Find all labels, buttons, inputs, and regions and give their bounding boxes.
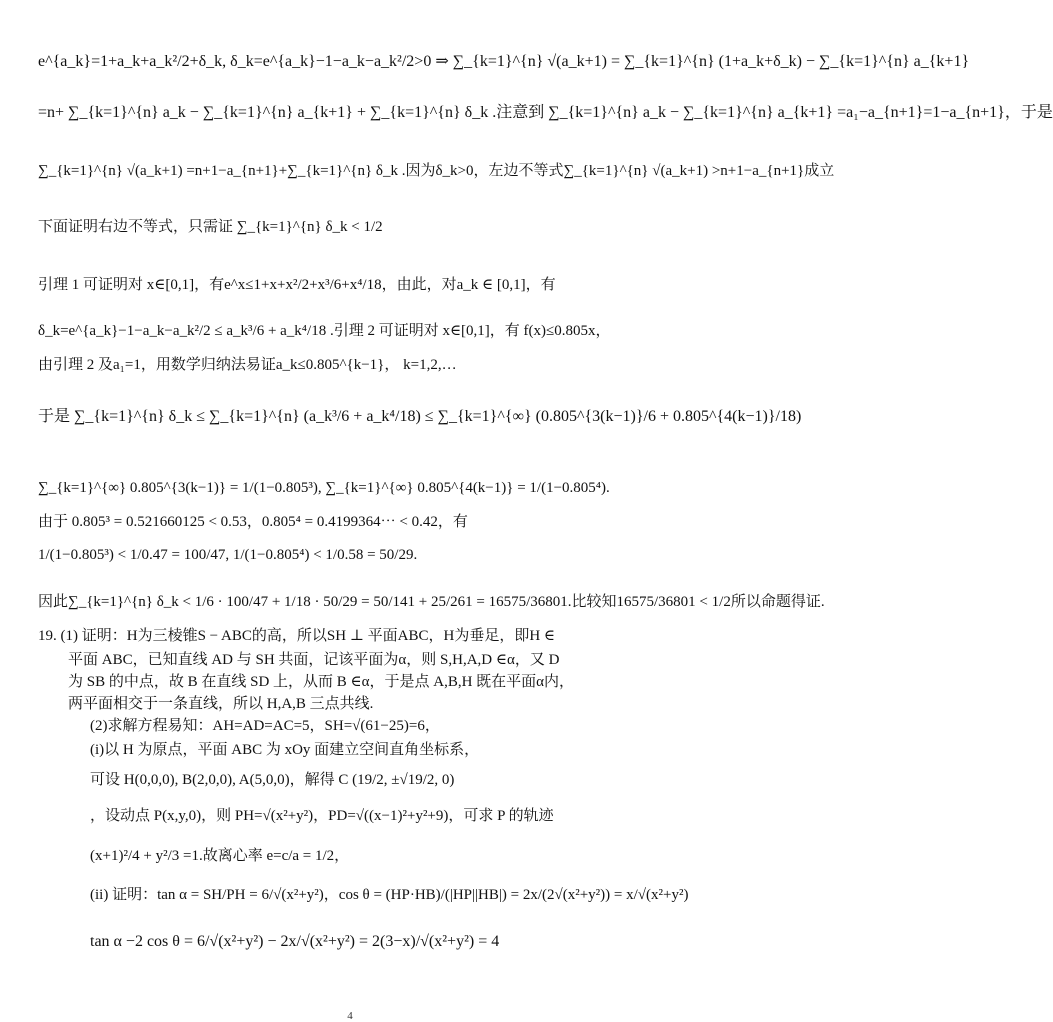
problem-19-line-2: 平面 ABC，已知直线 AD 与 SH 共面，记该平面为α，则 S,H,A,D ∈α，又 D: [68, 652, 560, 668]
text-line-3: ∑_{k=1}^{n} √(a_k+1) =n+1−a_{n+1}+∑_{k=1}^{n} δ_k .因为δ_k>0，左边不等式∑_{k=1}^{n} √(a_k+1) >n+1−a_{n+1}成立: [38, 163, 835, 179]
problem-19-line-4: 两平面相交于一条直线，所以 H,A,B 三点共线.: [68, 696, 374, 712]
text-line-5: 引理 1 可证明对 x∈[0,1]，有e^x≤1+x+x²/2+x³/6+x⁴/18，由此，对a_k ∈ [0,1]，有: [38, 277, 556, 293]
eq-line-2: =n+ ∑_{k=1}^{n} a_k − ∑_{k=1}^{n} a_{k+1} + ∑_{k=1}^{n} δ_k .注意到 ∑_{k=1}^{n} a_k − ∑_{k=1}^{n} a_{k+1} =a₁−a_{n+1}=1−a_{n+1}，于是: [38, 104, 1053, 121]
text-line-10: 由于 0.805³ = 0.521660125 < 0.53，0.805⁴ = 0.4199364⋯ < 0.42，有: [38, 514, 468, 530]
problem-19-part2: (2)求解方程易知：AH=AD=AC=5，SH=√(61−25)=6，: [90, 718, 440, 734]
eq-line-11: 1/(1−0.805³) < 1/0.47 = 100/47, 1/(1−0.805⁴) < 1/0.58 = 50/29.: [38, 547, 418, 563]
problem-19-line-3: 为 SB 的中点，故 B 在直线 SD 上，从而 B ∈α，于是点 A,B,H 既在平面α内，: [68, 674, 575, 690]
problem-19-part2-i: (i)以 H 为原点，平面 ABC 为 xOy 面建立空间直角坐标系，: [90, 742, 480, 758]
text-line-6: δ_k=e^{a_k}−1−a_k−a_k²/2 ≤ a_k³/6 + a_k⁴/18 .引理 2 可证明对 x∈[0,1]，有 f(x)≤0.805x，: [38, 323, 611, 339]
eq-line-8: 于是 ∑_{k=1}^{n} δ_k ≤ ∑_{k=1}^{n} (a_k³/6 + a_k⁴/18) ≤ ∑_{k=1}^{∞} (0.805^{3(k−1)}/6 + 0.805^{4(k−1)}/18): [38, 408, 802, 425]
text-line-7: 由引理 2 及a₁=1，用数学归纳法易证a_k≤0.805^{k−1}， k=1,2,…: [38, 357, 457, 373]
page-number: 4: [347, 1010, 353, 1022]
text-line-12: 因此∑_{k=1}^{n} δ_k < 1/6 · 100/47 + 1/18 · 50/29 = 50/141 + 25/261 = 16575/36801.比较知16575/36801 < 1/2所以命题得证.: [38, 594, 825, 610]
text-line-4: 下面证明右边不等式，只需证 ∑_{k=1}^{n} δ_k < 1/2: [38, 219, 383, 235]
problem-19-line-1: 19. (1) 证明：H为三棱锥S − ABC的高，所以SH ⊥ 平面ABC，H为垂足，即H ∈: [38, 628, 556, 644]
problem-19-final: tan α −2 cos θ = 6/√(x²+y²) − 2x/√(x²+y²) = 2(3−x)/√(x²+y²) = 4: [90, 933, 500, 950]
problem-19-part2-ii: (ii) 证明：tan α = SH/PH = 6/√(x²+y²)，cos θ = (HP·HB)/(|HP||HB|) = 2x/(2√(x²+y²)) = x/√(x²+y²): [90, 887, 689, 903]
eq-line-9: ∑_{k=1}^{∞} 0.805^{3(k−1)} = 1/(1−0.805³), ∑_{k=1}^{∞} 0.805^{4(k−1)} = 1/(1−0.805⁴).: [38, 480, 610, 496]
eq-line-1: e^{a_k}=1+a_k+a_k²/2+δ_k, δ_k=e^{a_k}−1−a_k−a_k²/2>0 ⇒ ∑_{k=1}^{n} √(a_k+1) = ∑_{k=1}^{n} (1+a_k+δ_k) − ∑_{k=1}^{n} a_{k+1}: [38, 53, 970, 70]
problem-19-coords: 可设 H(0,0,0), B(2,0,0), A(5,0,0)，解得 C (19/2, ±√19/2, 0): [90, 772, 455, 788]
problem-19-ellipse: (x+1)²/4 + y²/3 =1.故离心率 e=c/a = 1/2，: [90, 848, 350, 864]
problem-19-locus: ，设动点 P(x,y,0)，则 PH=√(x²+y²)，PD=√((x−1)²+y²+9)，可求 P 的轨迹: [90, 808, 554, 824]
